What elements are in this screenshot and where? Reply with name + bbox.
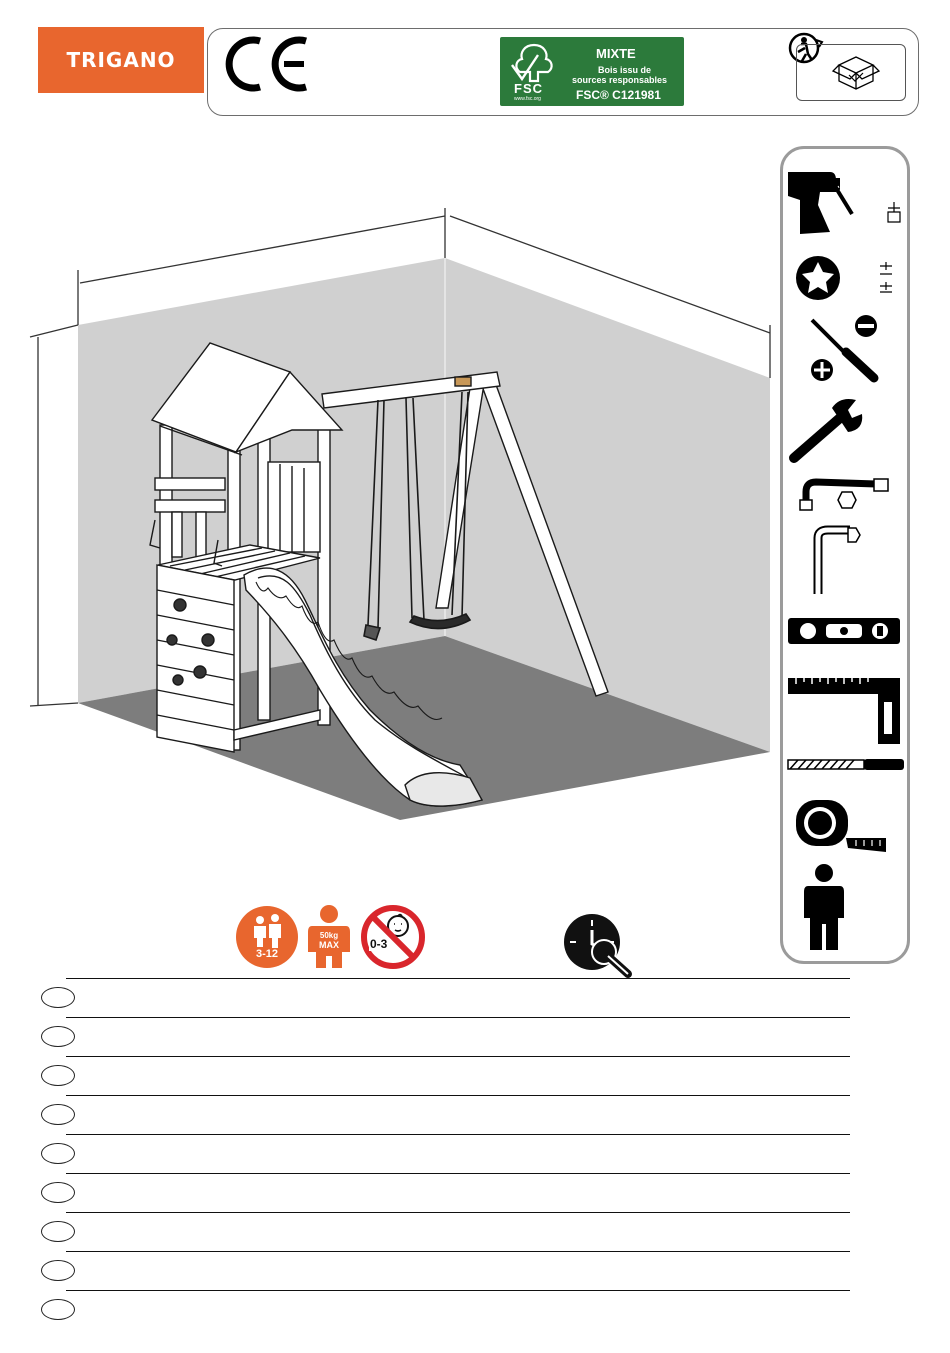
language-line-3 <box>66 1056 850 1057</box>
socket-wrench-icon <box>800 479 888 510</box>
square-ruler-icon <box>788 678 900 744</box>
screwdriver-icon <box>811 315 877 381</box>
language-line-1 <box>66 978 850 979</box>
tape-measure-icon <box>796 800 886 852</box>
language-line-6 <box>66 1173 850 1174</box>
not-for-age-label: 0-3 <box>370 937 388 951</box>
max-weight-value: 50kg <box>319 931 339 940</box>
max-weight-icon <box>304 904 354 968</box>
fsc-logo-text: FSC <box>514 81 543 96</box>
packaging-box-icon <box>831 51 881 93</box>
wrench-icon <box>794 399 862 458</box>
language-badge-9 <box>41 1299 75 1320</box>
playset-illustration <box>25 205 780 830</box>
language-badge-3 <box>41 1065 75 1086</box>
language-line-4 <box>66 1095 850 1096</box>
language-badge-7 <box>41 1221 75 1242</box>
language-badge-2 <box>41 1026 75 1047</box>
language-badge-1 <box>41 987 75 1008</box>
language-line-5 <box>66 1134 850 1135</box>
language-badge-4 <box>41 1104 75 1125</box>
brand-name: TRIGANO <box>66 48 176 72</box>
torx-bit-icon <box>796 256 892 300</box>
recycle-box <box>796 44 906 101</box>
fsc-badge <box>500 37 684 106</box>
fsc-code: FSC® C121981 <box>576 88 661 102</box>
tools-icons <box>785 160 905 960</box>
allen-key-icon <box>818 528 860 594</box>
drill-bit-icon <box>788 759 904 770</box>
spirit-level-icon <box>788 618 900 644</box>
fsc-url: www.fsc.org <box>514 96 541 102</box>
fsc-line-2: sources responsables <box>572 75 668 85</box>
age-range-label: 3-12 <box>255 948 279 960</box>
clock-tool-icon <box>562 912 638 978</box>
language-line-9 <box>66 1290 850 1291</box>
ce-mark-icon <box>222 33 312 95</box>
language-badge-6 <box>41 1182 75 1203</box>
not-for-toddlers-icon <box>360 904 426 970</box>
language-line-2 <box>66 1017 850 1018</box>
fsc-line-1: Bois issu de <box>598 65 652 75</box>
language-line-8 <box>66 1251 850 1252</box>
fsc-title: MIXTE <box>596 46 636 61</box>
max-weight-label: MAX <box>319 940 339 950</box>
language-line-7 <box>66 1212 850 1213</box>
trigano-logo <box>38 27 204 93</box>
age-range-icon <box>236 906 298 968</box>
language-badge-8 <box>41 1260 75 1281</box>
fsc-tree-icon <box>508 41 560 83</box>
person-icon <box>804 864 844 950</box>
drill-icon <box>788 172 900 234</box>
children-icon <box>250 914 284 948</box>
language-badge-5 <box>41 1143 75 1164</box>
